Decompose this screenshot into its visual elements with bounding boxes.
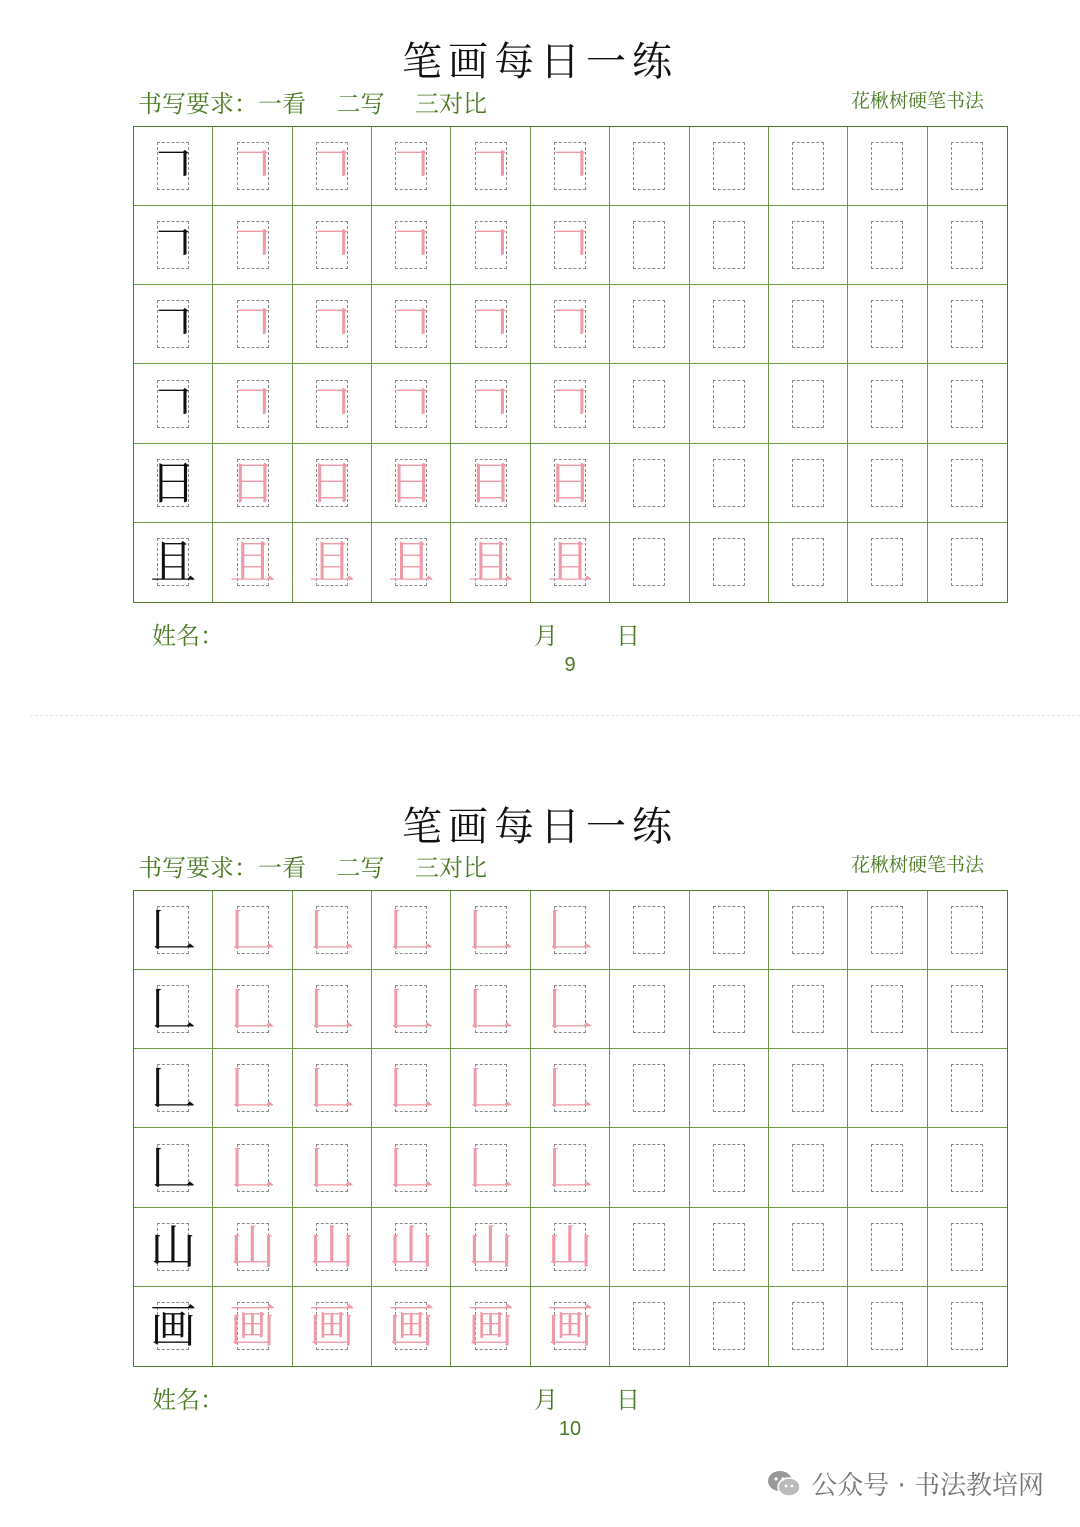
practice-cell	[293, 970, 372, 1049]
practice-cell	[690, 364, 769, 443]
practice-cell	[293, 523, 372, 602]
model-character: 𠃊	[150, 1140, 197, 1195]
trace-character: 𠃊	[546, 982, 593, 1037]
practice-cell	[610, 970, 689, 1049]
practice-cell	[690, 206, 769, 285]
dashed-guide-box	[792, 380, 824, 428]
trace-character: 画	[388, 1299, 435, 1354]
dashed-guide-box	[871, 459, 903, 507]
practice-cell	[451, 1128, 530, 1207]
practice-cell	[213, 364, 292, 443]
trace-character: 𠃍	[229, 218, 276, 273]
practice-cell	[134, 444, 213, 523]
dashed-guide-box	[713, 538, 745, 586]
practice-cell	[531, 1287, 610, 1366]
dashed-guide-box	[792, 1223, 824, 1271]
dashed-guide-box	[792, 1144, 824, 1192]
model-character: 𠃊	[150, 903, 197, 958]
dashed-guide-box	[633, 1223, 665, 1271]
trace-character: 𠃊	[467, 982, 514, 1037]
dashed-guide-box	[951, 1302, 983, 1350]
practice-cell	[610, 206, 689, 285]
practice-cell	[769, 970, 848, 1049]
practice-cell	[213, 970, 292, 1049]
practice-cell	[451, 206, 530, 285]
practice-cell	[848, 444, 927, 523]
practice-cell	[134, 206, 213, 285]
model-character: 画	[150, 1299, 197, 1354]
trace-character: 𠃊	[308, 982, 355, 1037]
dashed-guide-box	[792, 221, 824, 269]
practice-cell	[134, 127, 213, 206]
practice-cell	[690, 444, 769, 523]
practice-cell	[690, 1128, 769, 1207]
practice-cell	[848, 891, 927, 970]
dashed-guide-box	[713, 1144, 745, 1192]
practice-cell	[928, 127, 1007, 206]
practice-cell	[293, 1128, 372, 1207]
practice-cell	[293, 285, 372, 364]
model-character: 𠃍	[150, 297, 197, 352]
practice-cell	[531, 1208, 610, 1287]
trace-character: 𠃍	[308, 139, 355, 194]
practice-cell	[610, 1287, 689, 1366]
trace-character: 𠃍	[308, 297, 355, 352]
dashed-guide-box	[951, 538, 983, 586]
practice-cell	[531, 970, 610, 1049]
trace-character: 𠃊	[229, 1061, 276, 1116]
trace-character: 且	[546, 535, 593, 590]
dashed-guide-box	[871, 538, 903, 586]
dashed-guide-box	[871, 1302, 903, 1350]
practice-cell	[848, 285, 927, 364]
practice-cell	[213, 1128, 292, 1207]
trace-character: 画	[308, 1299, 355, 1354]
practice-cell	[690, 1208, 769, 1287]
practice-cell	[372, 523, 451, 602]
practice-cell	[372, 1287, 451, 1366]
practice-cell	[293, 364, 372, 443]
practice-cell	[134, 1208, 213, 1287]
practice-cell	[928, 444, 1007, 523]
trace-character: 且	[467, 535, 514, 590]
practice-cell	[531, 285, 610, 364]
practice-cell	[134, 285, 213, 364]
dashed-guide-box	[792, 142, 824, 190]
practice-cell	[213, 127, 292, 206]
practice-cell	[372, 1049, 451, 1128]
practice-cell	[928, 523, 1007, 602]
practice-cell	[848, 1287, 927, 1366]
trace-character: 𠃊	[229, 903, 276, 958]
dashed-guide-box	[633, 906, 665, 954]
practice-cell	[134, 523, 213, 602]
dashed-guide-box	[951, 459, 983, 507]
trace-character: 𠃊	[467, 1061, 514, 1116]
trace-character: 𠃊	[546, 1140, 593, 1195]
dashed-guide-box	[871, 906, 903, 954]
practice-cell	[451, 1287, 530, 1366]
dashed-guide-box	[792, 1302, 824, 1350]
practice-cell	[134, 1287, 213, 1366]
practice-cell	[531, 1128, 610, 1207]
month-label: 月	[534, 622, 558, 650]
trace-character: 𠃍	[546, 218, 593, 273]
dashed-guide-box	[792, 1064, 824, 1112]
practice-cell	[134, 364, 213, 443]
practice-cell	[848, 206, 927, 285]
trace-character: 𠃍	[467, 376, 514, 431]
trace-character: 画	[229, 1299, 276, 1354]
month-label: 月	[534, 1386, 558, 1414]
practice-cell	[134, 891, 213, 970]
practice-cell	[848, 127, 927, 206]
model-character: 𠃍	[150, 218, 197, 273]
practice-cell	[848, 523, 927, 602]
trace-character: 𠃊	[546, 903, 593, 958]
practice-cell	[848, 1128, 927, 1207]
practice-cell	[134, 970, 213, 1049]
dashed-guide-box	[871, 142, 903, 190]
trace-character: 𠃍	[388, 297, 435, 352]
practice-cell	[928, 285, 1007, 364]
wechat-icon	[767, 1469, 801, 1499]
practice-cell	[848, 970, 927, 1049]
practice-cell	[610, 127, 689, 206]
practice-cell	[769, 285, 848, 364]
trace-character: 日	[388, 455, 435, 510]
dashed-guide-box	[633, 380, 665, 428]
trace-character: 日	[546, 455, 593, 510]
trace-character: 𠃊	[546, 1061, 593, 1116]
trace-character: 山	[308, 1219, 355, 1274]
practice-cell	[372, 206, 451, 285]
trace-character: 𠃍	[388, 139, 435, 194]
practice-cell	[928, 206, 1007, 285]
day-label: 日	[616, 622, 640, 650]
trace-character: 且	[388, 535, 435, 590]
dashed-guide-box	[713, 985, 745, 1033]
trace-character: 山	[546, 1219, 593, 1274]
practice-cell	[531, 206, 610, 285]
practice-cell	[690, 891, 769, 970]
trace-character: 𠃍	[388, 218, 435, 273]
practice-cell	[372, 1208, 451, 1287]
practice-cell	[690, 1287, 769, 1366]
trace-character: 𠃊	[308, 903, 355, 958]
practice-cell	[769, 1049, 848, 1128]
dashed-guide-box	[951, 221, 983, 269]
practice-cell	[531, 127, 610, 206]
trace-character: 𠃍	[388, 376, 435, 431]
practice-cell	[213, 523, 292, 602]
practice-cell	[531, 444, 610, 523]
trace-character: 𠃍	[546, 139, 593, 194]
dashed-guide-box	[633, 142, 665, 190]
model-character: 𠃍	[150, 376, 197, 431]
trace-character: 山	[388, 1219, 435, 1274]
dashed-guide-box	[713, 459, 745, 507]
practice-cell	[690, 970, 769, 1049]
practice-cell	[213, 1208, 292, 1287]
page-number: 10	[558, 1418, 582, 1440]
dashed-guide-box	[713, 1223, 745, 1271]
dashed-guide-box	[951, 985, 983, 1033]
dashed-guide-box	[713, 1064, 745, 1112]
dashed-guide-box	[951, 300, 983, 348]
practice-cell	[372, 1128, 451, 1207]
practice-cell	[372, 970, 451, 1049]
trace-character: 𠃊	[308, 1061, 355, 1116]
dashed-guide-box	[633, 1064, 665, 1112]
practice-cell	[451, 364, 530, 443]
writing-requirement: 书写要求：一看 二写 三对比	[138, 90, 488, 118]
practice-cell	[213, 1049, 292, 1128]
practice-cell	[213, 891, 292, 970]
practice-cell	[928, 1287, 1007, 1366]
dashed-guide-box	[951, 380, 983, 428]
trace-character: 𠃊	[388, 903, 435, 958]
practice-cell	[769, 1128, 848, 1207]
practice-cell	[451, 970, 530, 1049]
dashed-guide-box	[713, 1302, 745, 1350]
practice-cell	[928, 1128, 1007, 1207]
trace-character: 𠃊	[467, 1140, 514, 1195]
dashed-guide-box	[713, 380, 745, 428]
practice-cell	[213, 1287, 292, 1366]
dashed-guide-box	[871, 380, 903, 428]
dashed-guide-box	[713, 300, 745, 348]
practice-cell	[610, 1208, 689, 1287]
practice-cell	[451, 127, 530, 206]
practice-cell	[372, 444, 451, 523]
practice-cell	[451, 444, 530, 523]
practice-cell	[769, 1287, 848, 1366]
practice-cell	[293, 444, 372, 523]
dashed-guide-box	[871, 221, 903, 269]
trace-character: 𠃊	[467, 903, 514, 958]
practice-cell	[769, 1208, 848, 1287]
practice-cell	[213, 444, 292, 523]
practice-cell	[690, 127, 769, 206]
trace-character: 且	[308, 535, 355, 590]
sheet-title: 笔画每日一练	[402, 804, 678, 850]
trace-character: 𠃍	[308, 376, 355, 431]
trace-character: 𠃍	[467, 218, 514, 273]
practice-cell	[848, 1208, 927, 1287]
trace-character: 𠃍	[546, 297, 593, 352]
trace-character: 𠃊	[388, 1061, 435, 1116]
practice-cell	[610, 364, 689, 443]
trace-character: 𠃊	[388, 982, 435, 1037]
model-character: 且	[150, 535, 197, 590]
practice-cell	[610, 523, 689, 602]
page-divider	[30, 715, 1080, 716]
trace-character: 𠃍	[467, 297, 514, 352]
dashed-guide-box	[792, 459, 824, 507]
practice-cell	[928, 970, 1007, 1049]
trace-character: 𠃍	[467, 139, 514, 194]
dashed-guide-box	[871, 985, 903, 1033]
practice-cell	[293, 891, 372, 970]
trace-character: 日	[229, 455, 276, 510]
trace-character: 𠃊	[229, 1140, 276, 1195]
brand-label: 花楸树硬笔书法	[850, 90, 984, 112]
practice-cell	[293, 1049, 372, 1128]
sheet-title: 笔画每日一练	[402, 39, 678, 85]
dashed-guide-box	[792, 985, 824, 1033]
model-character: 𠃊	[150, 982, 197, 1037]
practice-cell	[293, 206, 372, 285]
watermark-text: 公众号 · 书法教培网	[811, 1471, 1044, 1501]
practice-cell	[134, 1049, 213, 1128]
practice-cell	[451, 1049, 530, 1128]
dashed-guide-box	[713, 221, 745, 269]
brand-label: 花楸树硬笔书法	[850, 854, 984, 876]
practice-cell	[928, 1049, 1007, 1128]
practice-grid	[133, 890, 1008, 1367]
practice-cell	[372, 364, 451, 443]
practice-cell	[769, 444, 848, 523]
practice-cell	[372, 127, 451, 206]
dashed-guide-box	[951, 1144, 983, 1192]
practice-cell	[293, 127, 372, 206]
trace-character: 日	[308, 455, 355, 510]
trace-character: 𠃍	[229, 297, 276, 352]
practice-cell	[531, 364, 610, 443]
dashed-guide-box	[633, 459, 665, 507]
practice-cell	[293, 1287, 372, 1366]
dashed-guide-box	[633, 538, 665, 586]
trace-character: 𠃊	[308, 1140, 355, 1195]
trace-character: 𠃍	[229, 139, 276, 194]
dashed-guide-box	[871, 300, 903, 348]
practice-cell	[293, 1208, 372, 1287]
dashed-guide-box	[871, 1144, 903, 1192]
practice-cell	[531, 1049, 610, 1128]
model-character: 山	[150, 1219, 197, 1274]
trace-character: 𠃍	[308, 218, 355, 273]
practice-cell	[451, 891, 530, 970]
practice-cell	[769, 364, 848, 443]
practice-cell	[610, 444, 689, 523]
practice-cell	[769, 127, 848, 206]
practice-cell	[213, 206, 292, 285]
dashed-guide-box	[633, 985, 665, 1033]
watermark	[767, 1465, 1044, 1502]
practice-cell	[769, 891, 848, 970]
practice-cell	[372, 891, 451, 970]
trace-character: 𠃍	[229, 376, 276, 431]
dashed-guide-box	[792, 300, 824, 348]
practice-cell	[769, 523, 848, 602]
page-number: 9	[564, 654, 576, 676]
dashed-guide-box	[713, 906, 745, 954]
trace-character: 𠃍	[546, 376, 593, 431]
model-character: 日	[150, 455, 197, 510]
practice-cell	[848, 1049, 927, 1128]
practice-cell	[928, 1208, 1007, 1287]
practice-cell	[769, 206, 848, 285]
dashed-guide-box	[871, 1064, 903, 1112]
trace-character: 𠃊	[229, 982, 276, 1037]
practice-cell	[848, 364, 927, 443]
practice-cell	[451, 1208, 530, 1287]
trace-character: 日	[467, 455, 514, 510]
practice-cell	[928, 364, 1007, 443]
dashed-guide-box	[633, 300, 665, 348]
practice-cell	[372, 285, 451, 364]
dashed-guide-box	[633, 1302, 665, 1350]
practice-cell	[213, 285, 292, 364]
dashed-guide-box	[951, 1064, 983, 1112]
practice-cell	[531, 523, 610, 602]
practice-cell	[610, 891, 689, 970]
dashed-guide-box	[713, 142, 745, 190]
dashed-guide-box	[871, 1223, 903, 1271]
dashed-guide-box	[792, 906, 824, 954]
day-label: 日	[616, 1386, 640, 1414]
model-character: 𠃊	[150, 1061, 197, 1116]
trace-character: 山	[467, 1219, 514, 1274]
trace-character: 𠃊	[388, 1140, 435, 1195]
dashed-guide-box	[633, 1144, 665, 1192]
practice-cell	[690, 285, 769, 364]
dashed-guide-box	[951, 906, 983, 954]
trace-character: 画	[467, 1299, 514, 1354]
practice-grid	[133, 126, 1008, 603]
practice-cell	[531, 891, 610, 970]
trace-character: 画	[546, 1299, 593, 1354]
dashed-guide-box	[633, 221, 665, 269]
practice-cell	[690, 523, 769, 602]
practice-cell	[451, 285, 530, 364]
practice-cell	[134, 1128, 213, 1207]
practice-cell	[690, 1049, 769, 1128]
name-label: 姓名：	[152, 622, 224, 650]
practice-cell	[451, 523, 530, 602]
dashed-guide-box	[951, 142, 983, 190]
trace-character: 且	[229, 535, 276, 590]
dashed-guide-box	[792, 538, 824, 586]
name-label: 姓名：	[152, 1386, 224, 1414]
practice-cell	[610, 1049, 689, 1128]
writing-requirement: 书写要求：一看 二写 三对比	[138, 854, 488, 882]
practice-cell	[610, 285, 689, 364]
trace-character: 山	[229, 1219, 276, 1274]
dashed-guide-box	[951, 1223, 983, 1271]
practice-cell	[610, 1128, 689, 1207]
model-character: 𠃍	[150, 139, 197, 194]
practice-cell	[928, 891, 1007, 970]
